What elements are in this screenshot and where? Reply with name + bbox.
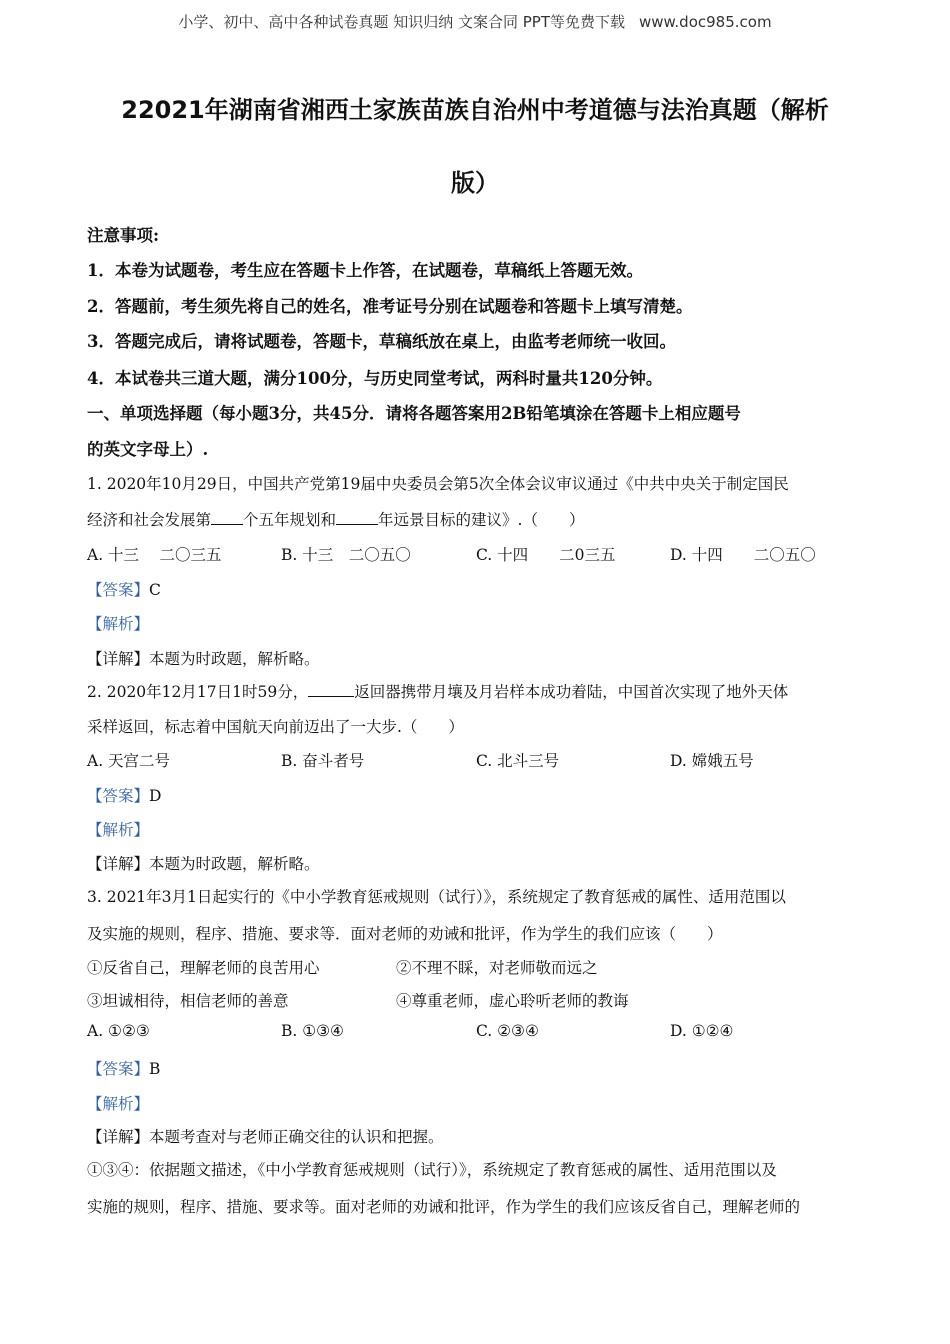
q3-stem-line1: 3. 2021年3月1日起实行的《中小学教育惩戒规则（试行）》，系统规定了教育惩戒的属性、适用范围以: [87, 888, 786, 906]
q3-stem-line2: 及实施的规则，程序、措施、要求等．面对老师的劝诫和批评，作为学生的我们应该（ ）: [87, 925, 723, 943]
q1-option-d: D. 十四 二〇五〇: [670, 546, 816, 564]
q2-option-b: B. 奋斗者号: [281, 752, 365, 770]
detail-tag: 【详解】: [87, 1128, 150, 1146]
note-4: 4．本试卷共三道大题，满分100分，与历史同堂考试，两科时量共120分钟。: [87, 369, 663, 388]
q3-item-3: ③坦诚相待，相信老师的善意: [87, 992, 289, 1010]
detail-text: 本题为时政题，解析略。: [149, 650, 320, 668]
q3-option-b: B. ①③④: [281, 1022, 344, 1040]
q3-detail: [87, 1125, 877, 1147]
q1-option-a: A. 十三 二〇三五: [87, 546, 222, 564]
q3-answer: [87, 1057, 877, 1079]
answer-value: D: [149, 787, 162, 805]
note-2: 2．答题前，考生须先将自己的姓名，准考证号分别在试题卷和答题卡上填写清楚。: [87, 297, 693, 316]
q1-stem-part-c: 年远景目标的建议》.（ ）: [378, 511, 585, 529]
page-header: [0, 11, 950, 32]
section-title-line2: 的英文字母上）.: [87, 440, 209, 459]
notes-heading: 注意事项:: [87, 226, 160, 245]
detail-text: 本题考查对与老师正确交往的认识和把握。: [149, 1128, 444, 1146]
section-title-line1: 一、单项选择题（每小题3分，共45分．请将各题答案用2B铅笔填涂在答题卡上相应题号: [87, 404, 741, 423]
q2-stem-line1: [87, 680, 877, 702]
q1-answer: [87, 578, 877, 600]
answer-value: C: [149, 581, 161, 599]
q2-stem-line2: 采样返回，标志着中国航天向前迈出了一大步.（ ）: [87, 718, 464, 736]
q3-analysis-tag: 【解析】: [87, 1095, 150, 1113]
q3-explain-line1: ①③④：依据题文描述，《中小学教育惩戒规则（试行）》，系统规定了教育惩戒的属性、适用范围以及: [87, 1161, 777, 1179]
q2-option-d: D. 嫦娥五号: [670, 752, 754, 770]
q3-item-2: ②不理不睬，对老师敬而远之: [396, 959, 598, 977]
q3-item-4: ④尊重老师，虚心聆听老师的教诲: [396, 992, 629, 1010]
q2-analysis-tag: 【解析】: [87, 821, 150, 839]
header-url[interactable]: www.doc985.com: [638, 13, 772, 31]
answer-tag: 【答案】: [87, 787, 150, 805]
q1-blank-1: [211, 510, 243, 525]
q1-blank-2: [336, 510, 378, 525]
answer-tag: 【答案】: [87, 581, 150, 599]
answer-tag: 【答案】: [87, 1060, 150, 1078]
q1-analysis-tag: 【解析】: [87, 615, 150, 633]
detail-tag: 【详解】: [87, 650, 150, 668]
q3-option-c: C. ②③④: [476, 1022, 539, 1040]
q2-stem-part-b: 返回器携带月壤及月岩样本成功着陆，中国首次实现了地外天体: [354, 683, 789, 701]
q1-stem-line2: [87, 508, 877, 530]
q2-option-c: C. 北斗三号: [476, 752, 560, 770]
q2-answer: [87, 784, 877, 806]
detail-tag: 【详解】: [87, 855, 150, 873]
doc-title-line1: 22021年湖南省湘西土家族苗族自治州中考道德与法治真题（解析: [121, 96, 829, 124]
note-1: 1．本卷为试题卷，考生应在答题卡上作答，在试题卷，草稿纸上答题无效。: [87, 261, 643, 280]
q2-blank: [308, 682, 354, 697]
q3-item-1: ①反省自己，理解老师的良苦用心: [87, 959, 320, 977]
q1-option-c: C. 十四 二0三五: [476, 546, 616, 564]
note-3: 3．答题完成后，请将试题卷，答题卡，草稿纸放在桌上，由监考老师统一收回。: [87, 332, 676, 351]
q1-stem-part-b: 个五年规划和: [243, 511, 337, 529]
q3-explain-line2: 实施的规则，程序、措施、要求等。面对老师的劝诫和批评，作为学生的我们应该反省自己，理解老师的: [87, 1198, 801, 1216]
header-text: 小学、初中、高中各种试卷真题 知识归纳 文案合同 PPT等免费下载: [178, 13, 625, 31]
detail-text: 本题为时政题，解析略。: [149, 855, 320, 873]
q3-option-a: A. ①②③: [87, 1022, 150, 1040]
q1-detail: [87, 647, 877, 669]
doc-title-line2: 版）: [451, 169, 499, 197]
q2-option-a: A. 天宫二号: [87, 752, 171, 770]
q2-stem-part-a: 2. 2020年12月17日1时59分，: [87, 683, 309, 701]
q1-option-b: B. 十三 二〇五〇: [281, 546, 411, 564]
q1-stem-line1: 1. 2020年10月29日，中国共产党第19届中央委员会第5次全体会议审议通过《中共中央关于制定国民: [87, 475, 789, 493]
answer-value: B: [149, 1060, 161, 1078]
q2-detail: [87, 852, 877, 874]
q1-stem-part-a: 经济和社会发展第: [87, 511, 212, 529]
q3-option-d: D. ①②④: [670, 1022, 734, 1040]
